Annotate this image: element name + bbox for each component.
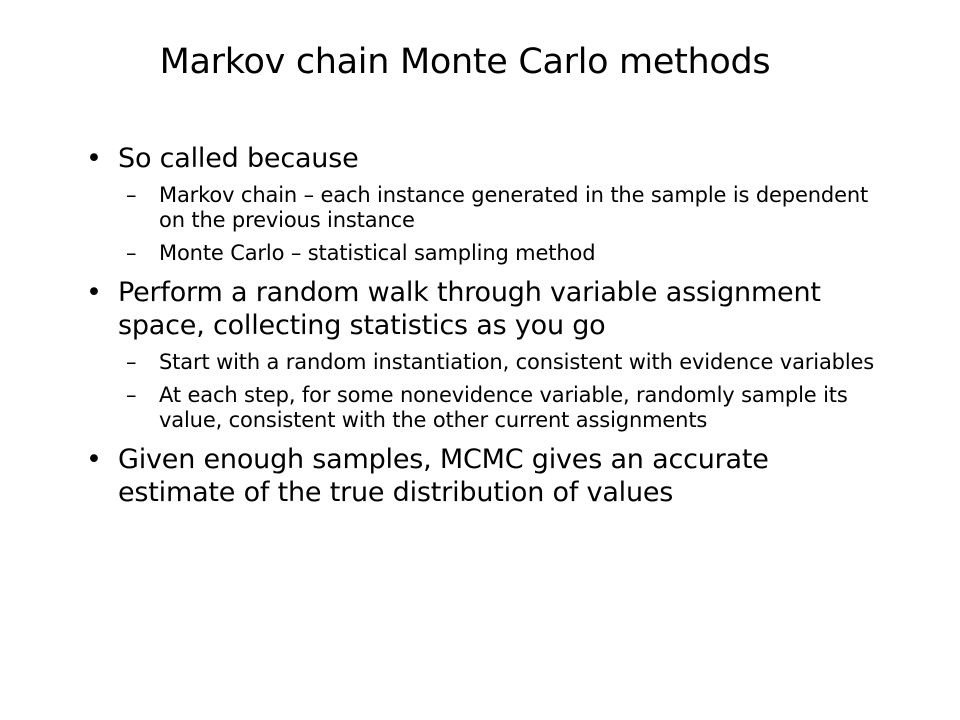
- bullet-text: Perform a random walk through variable assignment space, collecting statistics as you go: [118, 277, 821, 341]
- bullet-marker: •: [86, 277, 102, 308]
- bullet-marker: •: [86, 444, 102, 475]
- bullet-item: [84, 443, 884, 509]
- slide-body: [84, 142, 884, 517]
- sub-bullet-marker: –: [126, 383, 137, 407]
- bullet-item: [84, 276, 884, 342]
- bullet-text: So called because: [118, 143, 359, 174]
- sub-bullet-text: Monte Carlo – statistical sampling method: [159, 241, 596, 265]
- bullet-marker: •: [86, 143, 102, 174]
- bullet-item: [84, 142, 884, 175]
- sub-bullet-text: Markov chain – each instance generated in the sample is dependent on the previous instance: [159, 183, 869, 232]
- sub-bullet-text: Start with a random instantiation, consistent with evidence variables: [159, 350, 875, 374]
- sub-bullet-item: [84, 183, 884, 233]
- sub-bullet-item: [84, 241, 884, 266]
- sub-bullet-list: [84, 183, 884, 266]
- sub-bullet-item: [84, 350, 884, 375]
- slide-title: Markov chain Monte Carlo methods: [159, 42, 771, 82]
- sub-bullet-text: At each step, for some nonevidence variable, randomly sample its value, consistent with the other current assignments: [159, 383, 848, 432]
- sub-bullet-list: [84, 350, 884, 433]
- sub-bullet-marker: –: [126, 350, 137, 374]
- sub-bullet-marker: –: [126, 241, 137, 265]
- bullet-text: Given enough samples, MCMC gives an accurate estimate of the true distribution of values: [118, 444, 769, 508]
- sub-bullet-item: [84, 383, 884, 433]
- sub-bullet-marker: –: [126, 183, 137, 207]
